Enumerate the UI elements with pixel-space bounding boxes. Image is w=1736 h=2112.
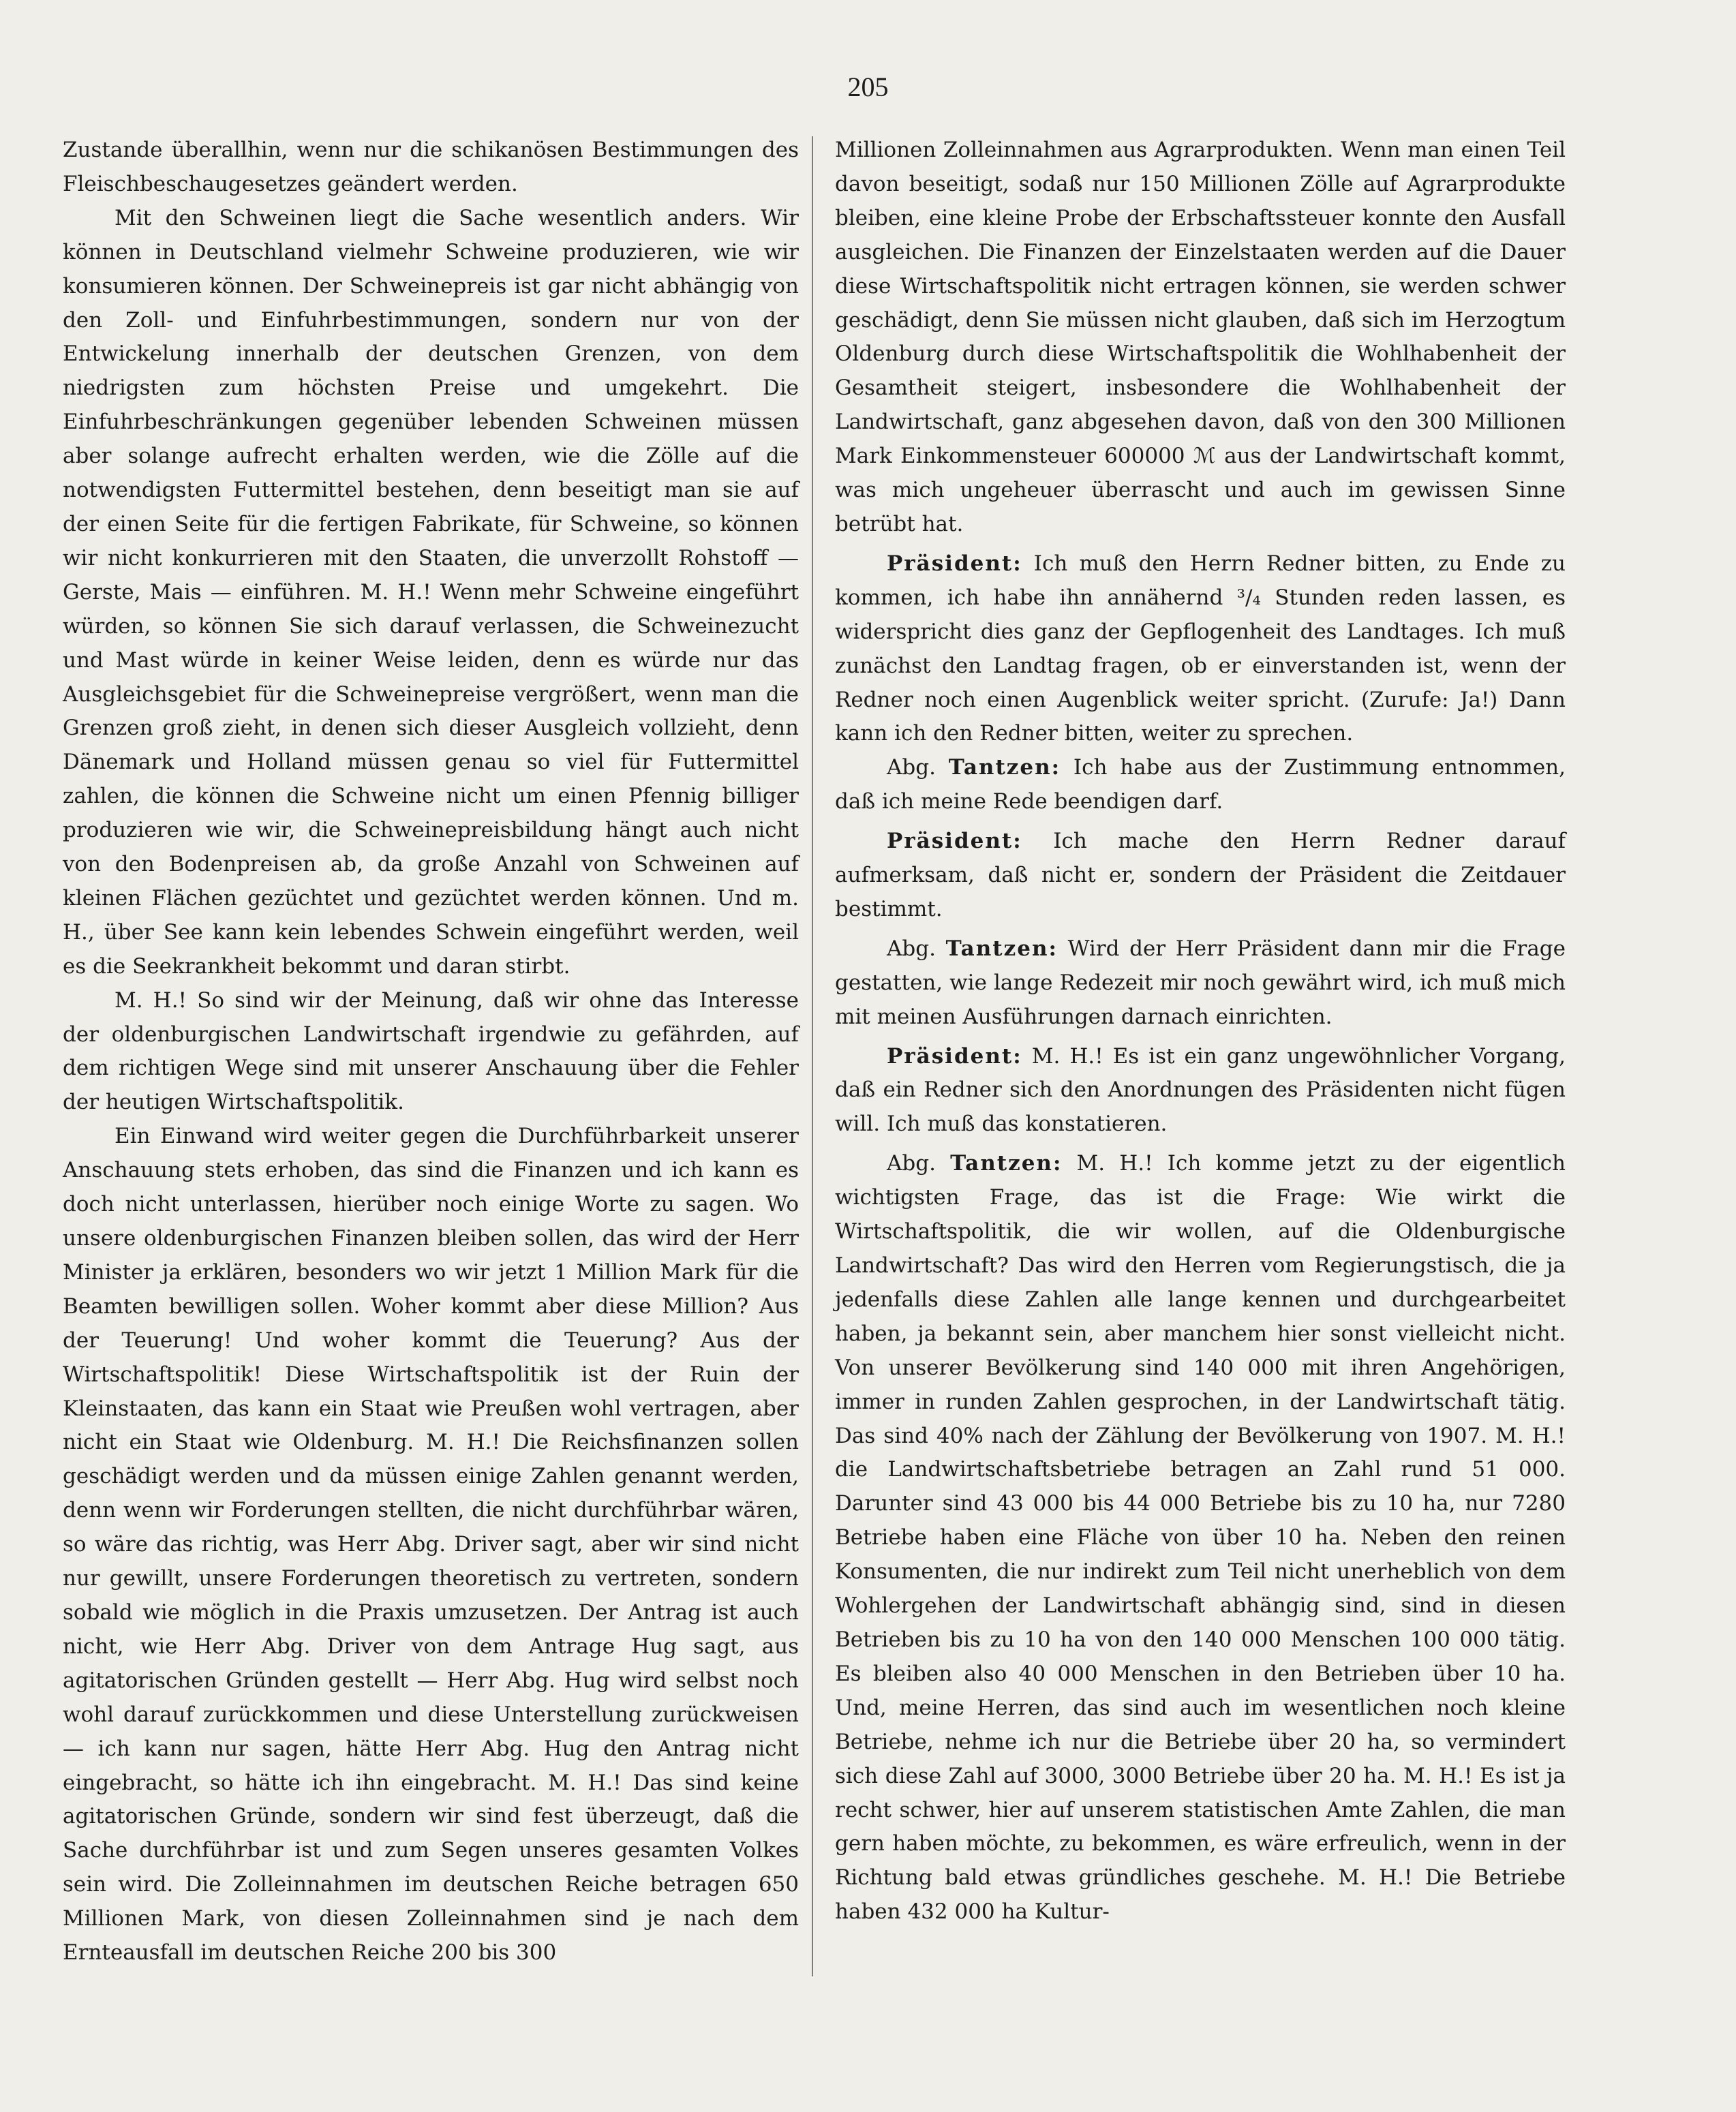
speaker-name: Präsident: [887,829,1022,854]
paragraph: Millionen Zolleinnahmen aus Agrarprodukten. Wenn man einen Teil davon beseitigt, sodaß nur 150 Millionen Zölle auf Agrarprodukte bleiben, eine kleine Probe der Erbschaftssteuer konnte den Ausfall ausgleichen. Die Finanzen der Einzelstaaten werden auf die Dauer diese Wirtschaftspolitik nicht ertragen können, sie werden schwer geschädigt, denn Sie müssen nicht glauben, daß sich im Herzogtum Oldenburg durch diese Wirtschaftspolitik die Wohlhabenheit der Gesamtheit steigert, insbesondere die Wohlhabenheit der Landwirtschaft, ganz abgesehen davon, daß von den 300 Millionen Mark Einkommensteuer 600000 ℳ aus der Landwirtschaft kommt, was mich ungeheuer überrascht und auch im gewissen Sinne betrübt hat. [835,138,1566,536]
speech-text: Wird der Herr Präsident dann mir die Frage gestatten, wie lange Redezeit mir noch gewährt wird, ich muß mich mit meinen Ausführungen darnach einrichten. [835,936,1566,1029]
speech-text: Ich muß den Herrn Redner bitten, zu Ende zu kommen, ich habe ihn annähernd ³/₄ Stunden reden lassen, es widerspricht dies ganz der Gepflogenheit des Landtages. Ich muß zunächst den Landtag fragen, ob er einverstanden ist, wenn der Redner noch einen Augenblick weiter spricht. (Zurufe: Ja!) Dann kann ich den Redner bitten, weiter zu sprechen. [835,551,1566,746]
speech-paragraph [835,825,1566,927]
page-number: 205 [847,72,889,102]
speech-paragraph [835,932,1566,1035]
speaker-name: Tantzen: [948,755,1061,780]
speech-paragraph [835,547,1566,751]
speech-paragraph [835,751,1566,819]
speaker-prefix: Abg. [887,755,936,780]
right-column [835,134,1566,1929]
speech-text: M. H.! Es ist ein ganz ungewöhnlicher Vorgang, daß ein Redner sich den Anordnungen des Präsidenten nicht fügen will. Ich muß das konstatieren. [835,1043,1566,1137]
speaker-name: Präsident: [887,551,1022,576]
speaker-name: Tantzen: [945,936,1058,961]
speech-text: Ich mache den Herrn Redner darauf aufmerksam, daß nicht er, sondern der Präsident die Zeitdauer bestimmt. [835,829,1566,921]
paragraph: Zustande überallhin, wenn nur die schikanösen Bestimmungen des Fleischbeschaugesetzes geändert werden. [63,138,799,196]
column-divider [812,136,813,1976]
speaker-name: Präsident: [887,1043,1022,1069]
paragraph: M. H.! So sind wir der Meinung, daß wir ohne das Interesse der oldenburgischen Landwirtschaft irgendwie zu gefährden, auf dem richtigen Wege sind mit unserer Anschauung über die Fehler der heutigen Wirtschaftspolitik. [63,988,799,1115]
speech-paragraph [835,1040,1566,1142]
speaker-prefix: Abg. [887,1151,936,1176]
speech-paragraph [835,1147,1566,1929]
left-column [63,134,799,1970]
speech-text: M. H.! Ich komme jetzt zu der eigentlich wichtigsten Frage, das ist die Frage: Wie wirkt die Wirtschaftspolitik, die wir wollen, auf die Oldenburgische Landwirtschaft? Das wird den Herren vom Regierungstisch, die ja jedenfalls diese Zahlen alle lange kennen und durchgearbeitet haben, ja bekannt sein, aber manchem hier sonst vielleicht nicht. Von unserer Bevölkerung sind 140 000 mit ihren Angehörigen, immer in runden Zahlen gesprochen, in der Landwirtschaft tätig. Das sind 40% nach der Zählung der Bevölkerung von 1907. M. H.! die Landwirtschaftsbetriebe betragen an Zahl rund 51 000. Darunter sind 43 000 bis 44 000 Betriebe bis zu 10 ha, nur 7280 Betriebe haben eine Fläche von über 10 ha. Neben den reinen Konsumenten, die nur indirekt zum Teil nicht unerheblich von dem Wohlergehen der Landwirtschaft abhängig sind, sind in diesen Betrieben bis zu 10 ha von den 140 000 Menschen 100 000 tätig. Es bleiben also 40 000 Menschen in den Betrieben über 10 ha. Und, meine Herren, das sind auch im wesentlichen noch kleine Betriebe, nehme ich nur die Betriebe über 20 ha, so vermindert sich diese Zahl auf 3000, 3000 Betriebe über 20 ha. M. H.! Es ist ja recht schwer, hier auf unserem statistischen Amte Zahlen, die man gern haben möchte, zu bekommen, es wäre erfreulich, wenn in der Richtung bald etwas gründliches geschehe. M. H.! Die Betriebe haben 432 000 ha Kultur- [835,1151,1566,1925]
speaker-name: Tantzen: [950,1151,1063,1176]
speech-text: Ich habe aus der Zustimmung entnommen, daß ich meine Rede beendigen darf. [835,755,1566,814]
paragraph: Ein Einwand wird weiter gegen die Durchführbarkeit unserer Anschauung stets erhoben, das sind die Finanzen und ich kann es doch nicht unterlassen, hierüber noch einige Worte zu sagen. Wo unsere oldenburgischen Finanzen bleiben sollen, das wird der Herr Minister ja erklären, besonders wo wir jetzt 1 Million Mark für die Beamten bewilligen sollen. Woher kommt aber diese Million? Aus der Teuerung! Und woher kommt die Teuerung? Aus der Wirtschaftspolitik! Diese Wirtschaftspolitik ist der Ruin der Kleinstaaten, das kann ein Staat wie Preußen wohl vertragen, aber nicht ein Staat wie Oldenburg. M. H.! Die Reichsfinanzen sollen geschädigt werden und da müssen einige Zahlen genannt werden, denn wenn wir Forderungen stellten, die nicht durchführbar wären, so wäre das richtig, was Herr Abg. Driver sagt, aber wir sind nicht nur gewillt, unsere Forderungen theoretisch zu vertreten, sondern sobald wie möglich in die Praxis umzusetzen. Der Antrag ist auch nicht, wie Herr Abg. Driver von dem Antrage Hug sagt, aus agitatorischen Gründen gestellt — Herr Abg. Hug wird selbst noch wohl darauf zurückkommen und diese Unterstellung zurückweisen — ich kann nur sagen, hätte Herr Abg. Hug den Antrag nicht eingebracht, so hätte ich ihn eingebracht. M. H.! Das sind keine agitatorischen Gründe, sondern wir sind fest überzeugt, daß die Sache durchführbar ist und zum Segen unseres gesamten Volkes sein wird. Die Zolleinnahmen im deutschen Reiche betragen 650 Millionen Mark, von diesen Zolleinnahmen sind je nach dem Ernteausfall im deutschen Reiche 200 bis 300 [63,1124,799,1965]
paragraph: Mit den Schweinen liegt die Sache wesentlich anders. Wir können in Deutschland vielmehr Schweine produzieren, wie wir konsumieren können. Der Schweinepreis ist gar nicht abhängig von den Zoll- und Einfuhrbestimmungen, sondern nur von der Entwickelung innerhalb der deutschen Grenzen, von dem niedrigsten zum höchsten Preise und umgekehrt. Die Einfuhrbeschränkungen gegenüber lebenden Schweinen müssen aber solange aufrecht erhalten werden, wie die Zölle auf die notwendigsten Futtermittel bestehen, denn beseitigt man sie auf der einen Seite für die fertigen Fabrikate, für Schweine, so können wir nicht konkurrieren mit den Staaten, die unverzollt Rohstoff — Gerste, Mais — einführen. M. H.! Wenn mehr Schweine eingeführt würden, so können Sie sich darauf verlassen, die Schweinezucht und Mast würde in keiner Weise leiden, denn es würde nur das Ausgleichsgebiet für die Schweinepreise vergrößert, wenn man die Grenzen groß zieht, in denen sich dieser Ausgleich vollzieht, denn Dänemark und Holland müssen genau so viel für Futtermittel zahlen, die können die Schweine nicht um einen Pfennig billiger produzieren wie wir, die Schweinepreisbildung hängt auch nicht von den Bodenpreisen ab, da große Anzahl von Schweinen auf kleinen Flächen gezüchtet und gezüchtet werden können. Und m. H., über See kann kein lebendes Schwein eingeführt werden, weil es die Seekrankheit bekommt und daran stirbt. [63,205,799,979]
speaker-prefix: Abg. [887,936,936,961]
